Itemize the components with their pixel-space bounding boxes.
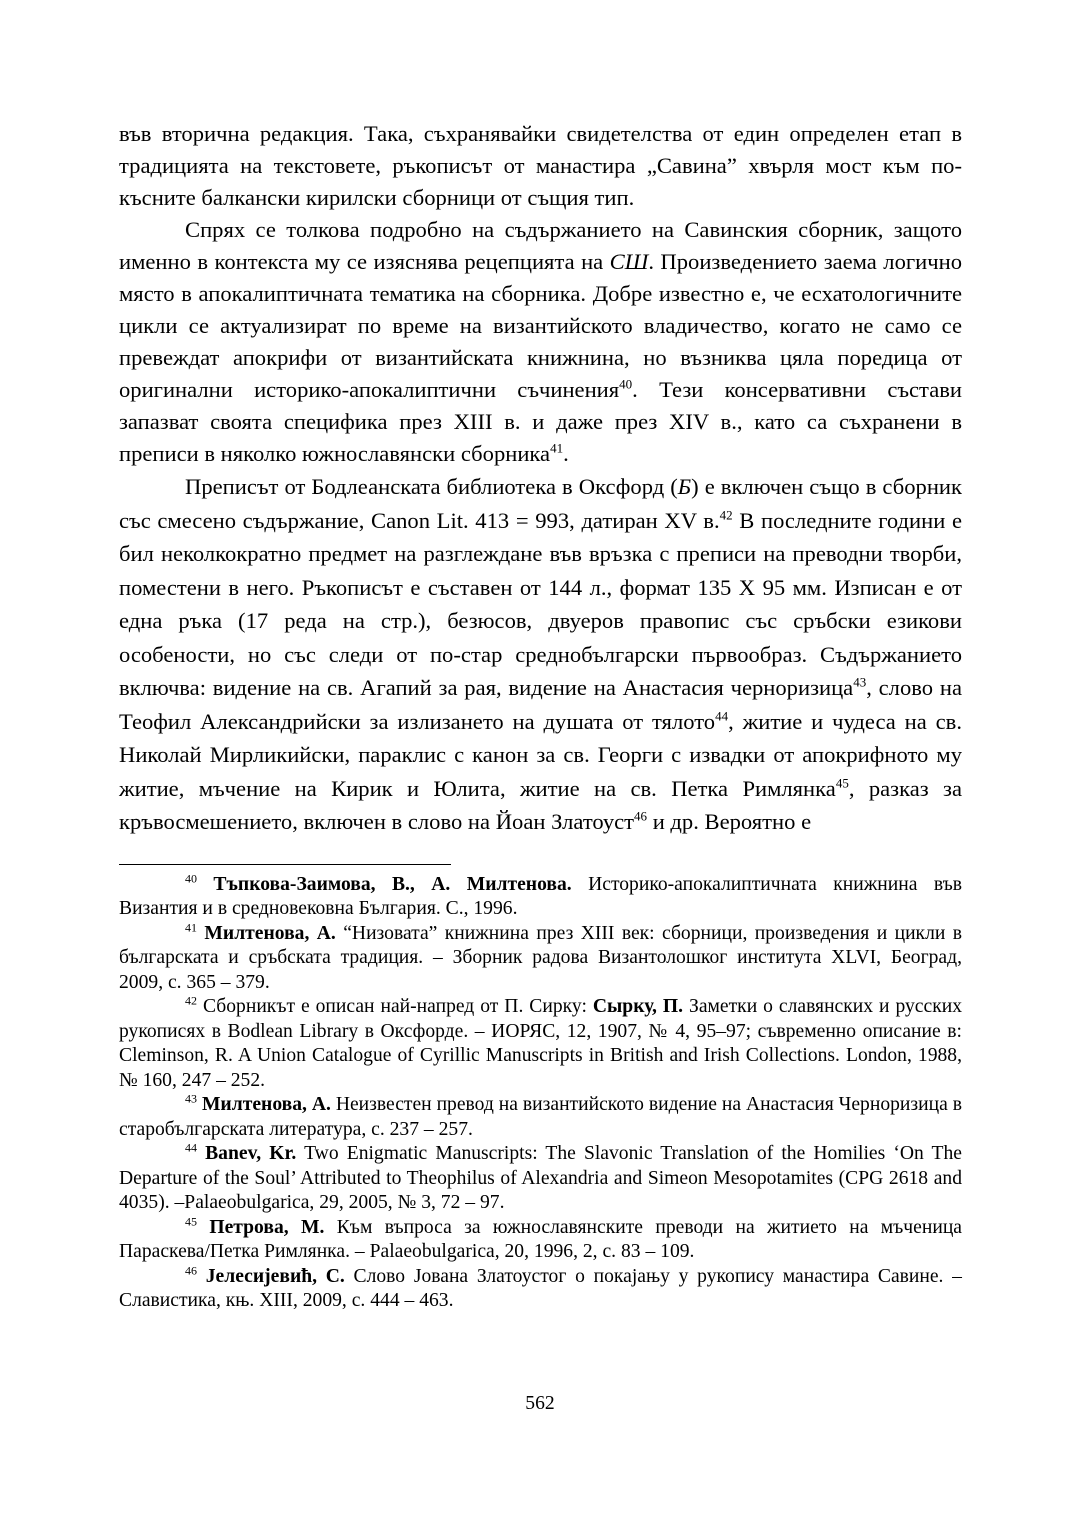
footnote-number: 41 <box>185 919 197 934</box>
footnote-text: Историко-апокалиптичната книжнина във Византия и в средновековна България. С., 1996. <box>119 873 962 919</box>
paragraph-3 <box>119 470 962 839</box>
footnote-number: 46 <box>185 1262 197 1277</box>
footnote-ref-46[interactable]: 46 <box>634 808 648 824</box>
abbreviation-italic: СШ <box>609 249 649 274</box>
text-run: В последните години е бил неколкократно предмет на разглеждане във връзка с преписи на преводни творби, поместени в него. Ръкописът е съставен от 144 л., формат 135 Х 95 мм. Изписан е от една ръка (17 реда на стр.), безюсов, двуеров правопис със сръбски езикови особености, но със следи от по-стар среднобългарски първообраз. Съдържанието включва: видение на св. Агапий за рая, видение на Анастасия черноризица <box>119 507 962 700</box>
paragraph-2 <box>119 214 962 470</box>
footnote-43 <box>119 1093 962 1142</box>
text-run: Спрях се толкова подробно на съдържанието на Савинския сборник, защото именно в контекста му се изяснява рецепцията на <box>119 217 962 274</box>
text-run: . Тези консервативни състави запазват своята специфика през XIII в. и даже през XIV в., като са съхранени в преписи в няколко южнославянски сборника <box>119 377 962 466</box>
text-run: . Произведението заема логично място в апокалиптичната тематика на сборника. Добре известно е, че есхатологичните цикли се актуализират по време на византийското владичество, когато не само се превеждат апокрифи от византийската книжнина, но възниква цяла поредица от оригинални историко-апокалиптични съчинения <box>119 249 962 402</box>
text-run: , житие и чудеса на св. Николай Мирликийски, параклис с канон за св. Георги с извадки от апокрифното му житие, мъчение на Кирик и Юлита, житие на св. Петка Римлянка <box>119 708 962 801</box>
footnote-text: Към въпроса за южнославянските преводи на житието на мъченица Параскева/Петка Римлянка. – Palaeobulgarica, 20, 1996, 2, с. 83 – 109. <box>119 1216 962 1262</box>
footnote-45 <box>119 1213 962 1265</box>
footnote-author: Петрова, М. <box>209 1216 325 1238</box>
footnote-number: 42 <box>185 993 197 1008</box>
footnote-ref-45[interactable]: 45 <box>835 774 849 790</box>
footnote-author: Banev, Kr. <box>205 1143 297 1164</box>
footnote-46 <box>119 1262 962 1314</box>
footnote-text: Неизвестен превод на византийското видение на Анастасия Черноризица в старобългарската литература, с. 237 – 257. <box>119 1094 963 1140</box>
footnote-author: Тъпкова-Заимова, В., А. Милтенова. <box>213 873 572 895</box>
text-run: и др. Вероятно е <box>647 809 812 834</box>
page-number: 562 <box>525 1393 555 1414</box>
page-body <box>119 118 962 1314</box>
footnote-author: Јелесијевић, С. <box>205 1265 345 1287</box>
text-run: Преписът от Бодлеанската библиотека в Оксфорд ( <box>185 474 678 499</box>
footnote-ref-44[interactable]: 44 <box>715 707 729 723</box>
footnote-number: 45 <box>185 1213 197 1228</box>
text-run: , слово на Теофил Александрийски за излизането на душата от тялото <box>119 675 962 734</box>
footnote-separator <box>119 864 451 865</box>
footnote-ref-43[interactable]: 43 <box>853 674 867 690</box>
text-run: ) е включен също в сборник със смесено съдържание, Canon Lit. 413 = 993, датиран XV в. <box>119 474 962 533</box>
footnote-ref-40[interactable]: 40 <box>619 376 633 392</box>
footnote-ref-42[interactable]: 42 <box>719 506 733 522</box>
footnote-text: Сборникът е описан най-напред от П. Сирку: <box>197 996 593 1017</box>
footnote-author: Милтенова, А. <box>201 1094 331 1115</box>
footnotes <box>119 870 963 1314</box>
footnote-42 <box>119 995 962 1093</box>
footnote-ref-41[interactable]: 41 <box>550 440 564 456</box>
footnote-number: 40 <box>185 870 197 885</box>
footnote-text: Слово Јована Златоустог о покајању у рукопису манастира Савине. – Славистика, књ. XIII, 2009, с. 444 – 463. <box>119 1265 962 1311</box>
footnote-40 <box>119 870 962 922</box>
footnote-44 <box>119 1142 962 1216</box>
footnote-text: Заметки о славянских и русских рукописях в Bodlean Library в Оксфорде. – ИОРЯС, 12, 1907, № 4, 95–97; съвременно описание в: Cleminson, R. A Union Catalogue of Cyrillic Manuscripts in British and Irish Collections. London, 1988, № 160, 247 – 252. <box>119 996 962 1091</box>
paragraph-1 <box>119 118 962 214</box>
abbreviation-italic: Б <box>677 474 692 499</box>
footnote-41 <box>119 919 962 996</box>
footnote-author: Сырку, П. <box>592 996 684 1017</box>
paragraph-1-text: във вторична редакция. Така, съхранявайки свидетелства от един определен етап в традицията на текстовете, ръкописът от манастира „Савина” хвърля мост към по-късните балкански кирилски сборници от същия тип. <box>119 121 962 210</box>
footnote-text: “Низовата” книжнина през XIII век: сборници, произведения и цикли в българската и сръбската традиция. – Зборник радова Византолошког института XLVI, Београд, 2009, с. 365 – 379. <box>119 922 962 993</box>
footnote-author: Милтенова, А. <box>204 922 336 944</box>
text-run: . <box>563 441 569 466</box>
footnote-text: Two Enigmatic Manuscripts: The Slavonic Translation of the Homilies ‘On The Departure of the Soul’ Attributed to Theophilus of Alexandria and Simeon Mesopotamites (CPG 2618 and 4035). –Palaeobulgarica, 29, 2005, № 3, 72 – 97. <box>119 1143 962 1213</box>
main-text <box>119 118 962 839</box>
text-run: , разказ за кръвосмешението, включен в слово на Йоан Златоуст <box>119 775 962 834</box>
footnote-number: 43 <box>185 1091 197 1106</box>
footnote-number: 44 <box>185 1140 197 1155</box>
